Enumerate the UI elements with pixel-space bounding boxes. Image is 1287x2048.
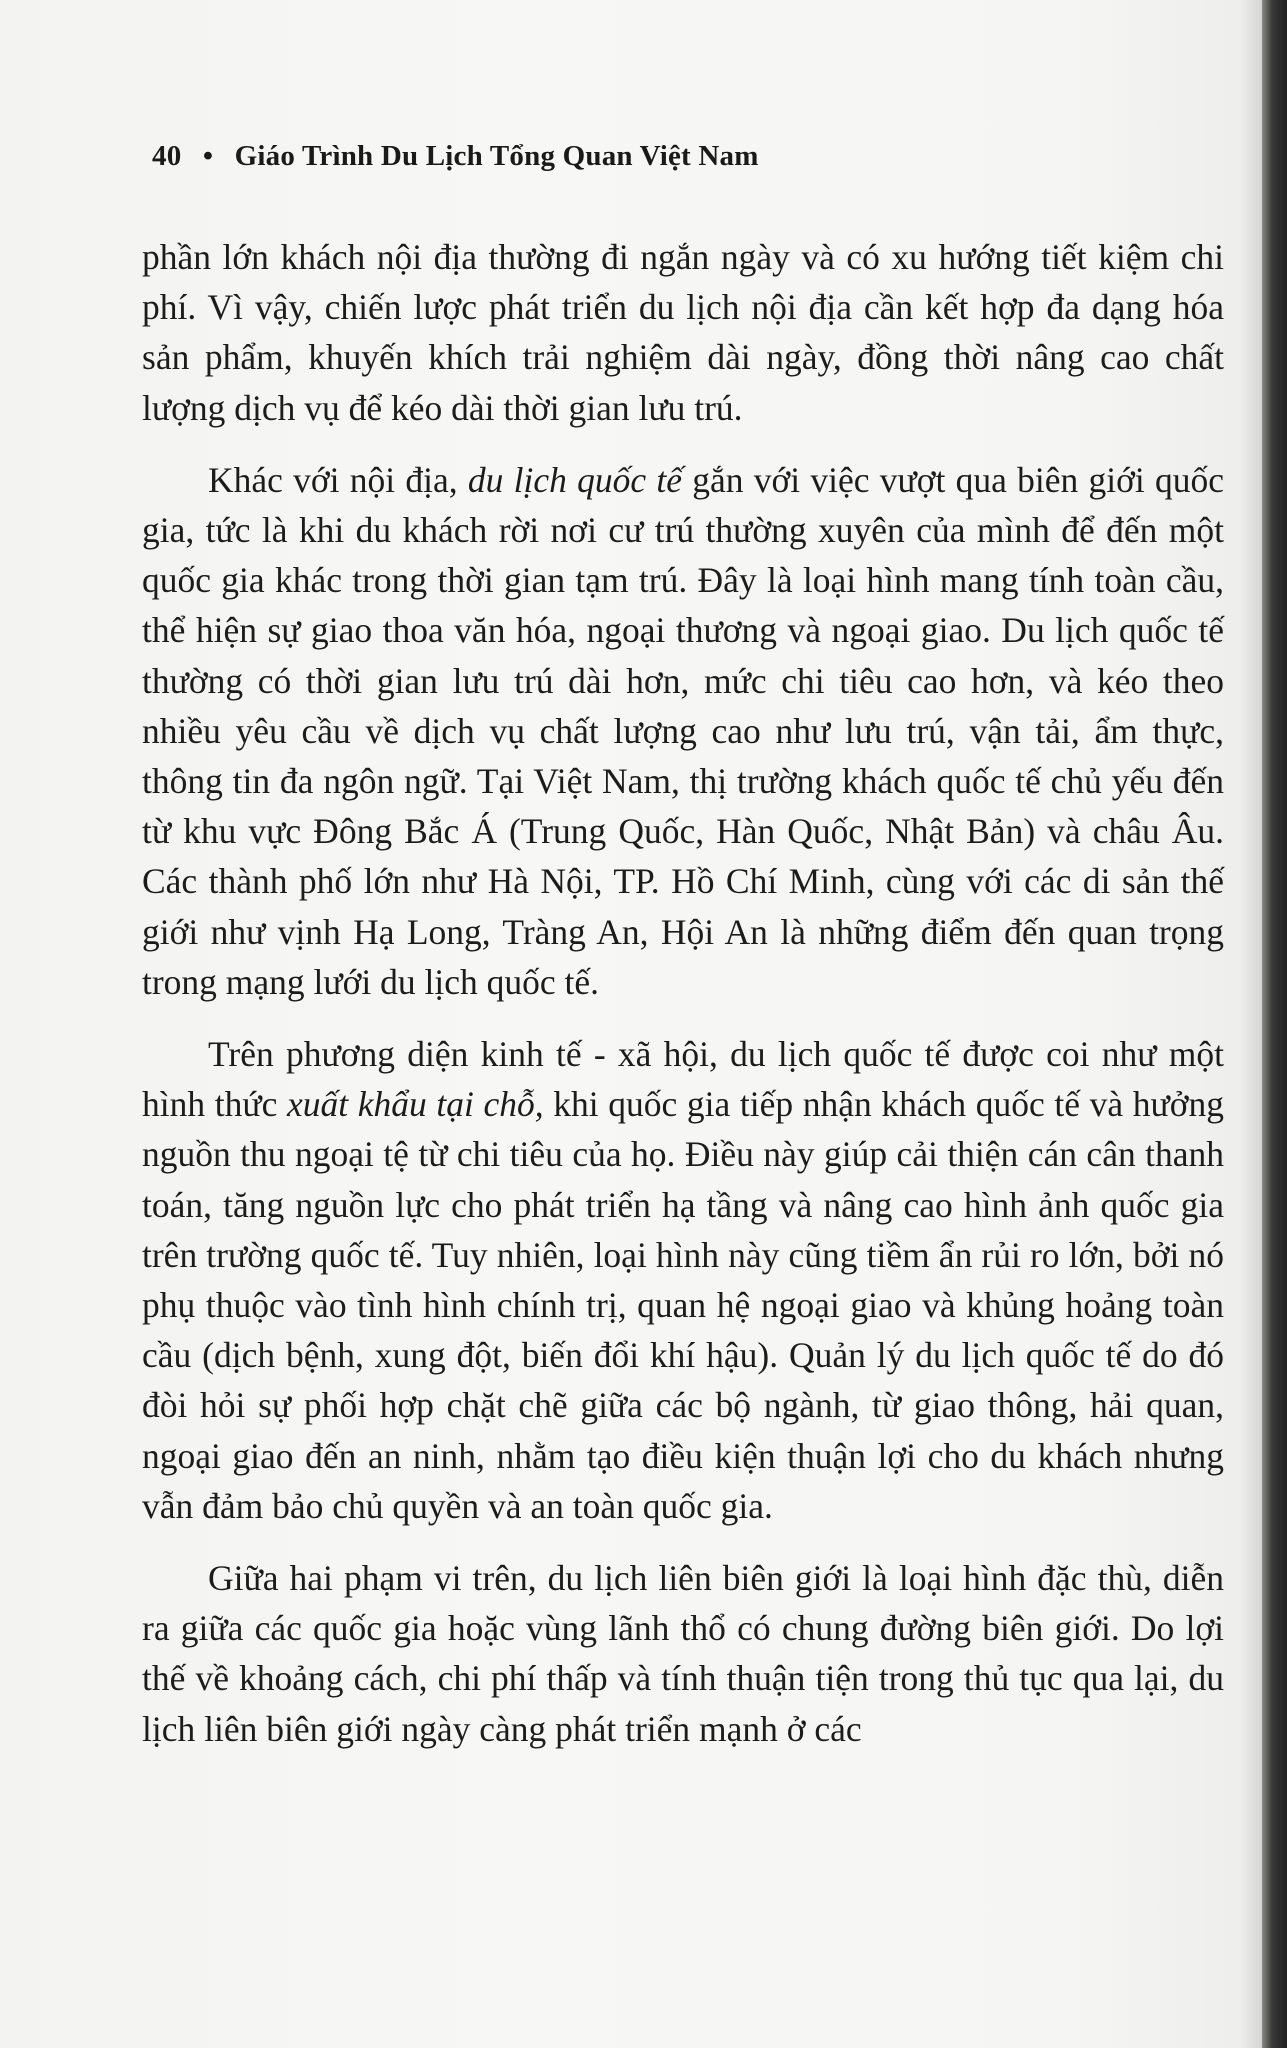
page-number: 40 (152, 140, 182, 172)
body-text (142, 232, 1224, 1754)
paragraph-2-text-start: Khác với nội địa, (208, 459, 468, 500)
paragraph-3-text-end: khi quốc gia tiếp nhận khách quốc tế và hưởng nguồn thu ngoại tệ từ chi tiêu của họ. Điều này giúp cải thiện cán cân thanh toán, tăng nguồn lực cho phát triển hạ tầng và nâng cao hình ảnh quốc gia trên trường quốc tế. Tuy nhiên, loại hình này cũng tiềm ẩn rủi ro lớn, bởi nó phụ thuộc vào tình hình chính trị, quan hệ ngoại giao và khủng hoảng toàn cầu (dịch bệnh, xung đột, biến đổi khí hậu). Quản lý du lịch quốc tế do đó đòi hỏi sự phối hợp chặt chẽ giữa các bộ ngành, từ giao thông, hải quan, ngoại giao đến an ninh, nhằm tạo điều kiện thuận lợi cho du khách nhưng vẫn đảm bảo chủ quyền và an toàn quốc gia. (142, 1084, 1225, 1526)
paragraph-2-text-end: gắn với việc vượt qua biên giới quốc gia, tức là khi du khách rời nơi cư trú thường xuyên của mình để đến một quốc gia khác trong thời gian tạm trú. Đây là loại hình mang tính toàn cầu, thể hiện sự giao thoa văn hóa, ngoại thương và ngoại giao. Du lịch quốc tế thường có thời gian lưu trú dài hơn, mức chi tiêu cao hơn, và kéo theo nhiều yêu cầu về dịch vụ chất lượng cao như lưu trú, vận tải, ẩm thực, thông tin đa ngôn ngữ. Tại Việt Nam, thị trường khách quốc tế chủ yếu đến từ khu vực Đông Bắc Á (Trung Quốc, Hàn Quốc, Nhật Bản) và châu Âu. Các thành phố lớn như Hà Nội, TP. Hồ Chí Minh, cùng với các di sản thế giới như vịnh Hạ Long, Tràng An, Hội An là những điểm đến quan trọng trong mạng lưới du lịch quốc tế. (142, 459, 1225, 1002)
page-edge (1262, 0, 1287, 2048)
header-separator: • (202, 140, 214, 172)
paragraph-3-italic-term: xuất khẩu tại chỗ, (286, 1084, 544, 1125)
paragraph-3 (142, 1029, 1224, 1531)
paragraph-1 (142, 232, 1224, 433)
page-gutter-shadow (1240, 0, 1262, 2048)
paragraph-2 (142, 455, 1224, 1007)
paragraph-4 (142, 1553, 1224, 1754)
running-header (152, 140, 759, 173)
paragraph-2-italic-term: du lịch quốc tế (467, 459, 682, 500)
paragraph-4-text: Giữa hai phạm vi trên, du lịch liên biên giới là loại hình đặc thù, diễn ra giữa các quốc gia hoặc vùng lãnh thổ có chung đường biên giới. Do lợi thế về khoảng cách, chi phí thấp và tính thuận tiện trong thủ tục qua lại, du lịch liên biên giới ngày càng phát triển mạnh ở các (142, 1558, 1224, 1749)
paragraph-3-text-start: Trên phương diện kinh tế - xã hội, du lịch quốc tế được coi như một hình thức (142, 1034, 1224, 1125)
book-title: Giáo Trình Du Lịch Tổng Quan Việt Nam (234, 140, 759, 172)
paragraph-1-text: phần lớn khách nội địa thường đi ngắn ngày và có xu hướng tiết kiệm chi phí. Vì vậy, chiến lược phát triển du lịch nội địa cần kết hợp đa dạng hóa sản phẩm, khuyến khích trải nghiệm dài ngày, đồng thời nâng cao chất lượng dịch vụ để kéo dài thời gian lưu trú. (142, 237, 1224, 428)
